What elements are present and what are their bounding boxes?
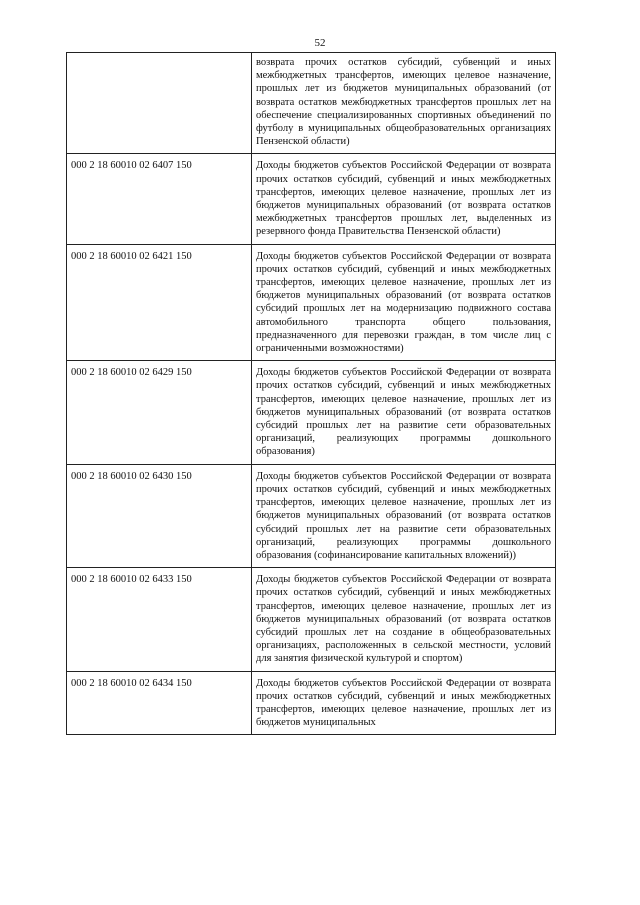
code-cell: 000 2 18 60010 02 6430 150	[67, 464, 252, 567]
description-cell: Доходы бюджетов субъектов Российской Федерации от возврата прочих остатков субсидий, субвенций и иных межбюджетных трансфертов, имеющих целевое назначение, прошлых лет из бюджетов муниципальных образований (от возврата остатков субсидий прошлых лет на развитие сети образовательных организаций, реализующих программы дошкольного образования)	[252, 361, 556, 464]
code-cell: 000 2 18 60010 02 6421 150	[67, 244, 252, 361]
table-row	[67, 154, 556, 244]
code-cell: 000 2 18 60010 02 6429 150	[67, 361, 252, 464]
description-cell: Доходы бюджетов субъектов Российской Федерации от возврата прочих остатков субсидий, субвенций и иных межбюджетных трансфертов, имеющих целевое назначение, прошлых лет из бюджетов муниципальных образований (от возврата остатков субсидий прошлых лет на создание в общеобразовательных организациях, расположенных в сельской местности, условий для занятия физической культурой и спортом)	[252, 568, 556, 671]
description-cell: Доходы бюджетов субъектов Российской Федерации от возврата прочих остатков субсидий, субвенций и иных межбюджетных трансфертов, имеющих целевое назначение, прошлых лет из бюджетов муниципальных	[252, 671, 556, 735]
budget-codes-table	[66, 52, 556, 735]
table-row	[67, 244, 556, 361]
table-row	[67, 53, 556, 154]
page-number: 52	[314, 37, 326, 49]
code-cell	[67, 53, 252, 154]
description-cell: Доходы бюджетов субъектов Российской Федерации от возврата прочих остатков субсидий, субвенций и иных межбюджетных трансфертов, имеющих целевое назначение, прошлых лет из бюджетов муниципальных образований (от возврата остатков межбюджетных трансфертов прошлых лет, выделенных из резервного фонда Правительства Пензенской области)	[252, 154, 556, 244]
code-cell: 000 2 18 60010 02 6407 150	[67, 154, 252, 244]
code-cell: 000 2 18 60010 02 6433 150	[67, 568, 252, 671]
description-cell: Доходы бюджетов субъектов Российской Федерации от возврата прочих остатков субсидий, субвенций и иных межбюджетных трансфертов, имеющих целевое назначение, прошлых лет из бюджетов муниципальных образований (от возврата остатков субсидий прошлых лет на модернизацию подвижного состава автомобильного транспорта общего пользования, предназначенного для перевозки граждан, в том числе лиц с ограниченными возможностями)	[252, 244, 556, 361]
description-cell: Доходы бюджетов субъектов Российской Федерации от возврата прочих остатков субсидий, субвенций и иных межбюджетных трансфертов, имеющих целевое назначение, прошлых лет из бюджетов муниципальных образований (от возврата остатков субсидий прошлых лет на развитие сети образовательных организаций, реализующих программы дошкольного образования (софинансирование капитальных вложений))	[252, 464, 556, 567]
table-row	[67, 464, 556, 567]
code-cell: 000 2 18 60010 02 6434 150	[67, 671, 252, 735]
table-row	[67, 671, 556, 735]
description-cell: возврата прочих остатков субсидий, субвенций и иных межбюджетных трансфертов, имеющих целевое назначение, прошлых лет из бюджетов муниципальных образований (от возврата остатков межбюджетных трансфертов прошлых лет на обеспечение специализированных спортивных объединений по футболу в муниципальных общеобразовательных организациях Пензенской области)	[252, 53, 556, 154]
table-row	[67, 568, 556, 671]
table-row	[67, 361, 556, 464]
